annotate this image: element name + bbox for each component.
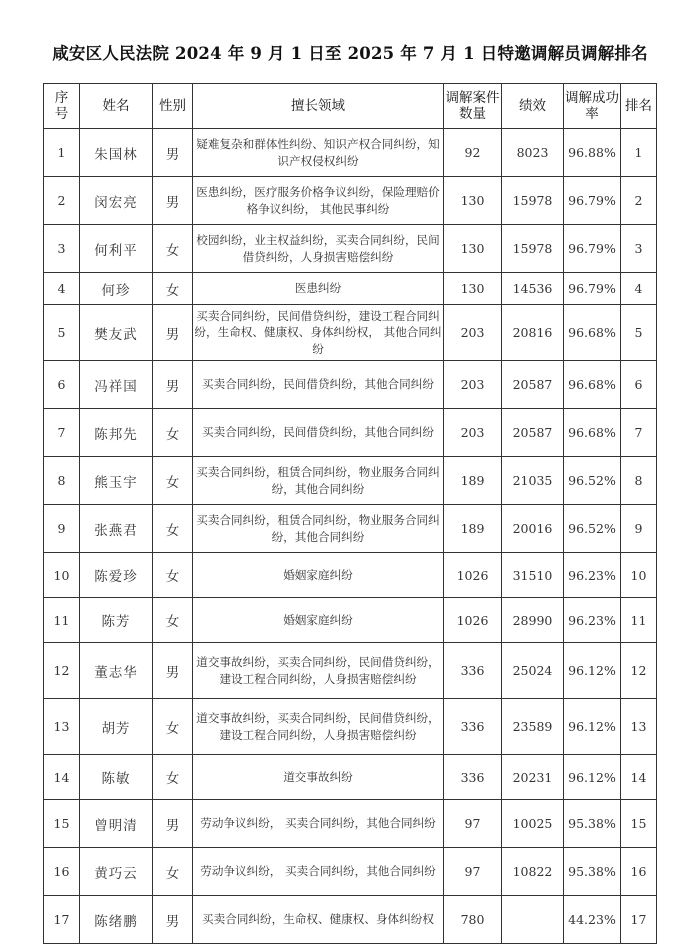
cell-cases: 1026 <box>444 553 502 598</box>
cell-score: 23589 <box>502 699 564 755</box>
cell-expertise: 医患纠纷 <box>193 273 444 305</box>
page-title: 咸安区人民法院 2024 年 9 月 1 日至 2025 年 7 月 1 日特邀调解员调解排名 <box>52 44 648 63</box>
cell-rank: 10 <box>621 553 657 598</box>
cell-score: 14536 <box>502 273 564 305</box>
cell-cases: 189 <box>444 457 502 505</box>
cell-gender: 女 <box>153 273 193 305</box>
table-row <box>44 409 657 457</box>
cell-cases: 97 <box>444 848 502 896</box>
header-success-rate <box>564 84 621 129</box>
cell-rank: 4 <box>621 273 657 305</box>
cell-gender: 女 <box>153 409 193 457</box>
cell-name: 陈绪鹏 <box>80 896 153 944</box>
cell-expertise: 道交事故纠纷，买卖合同纠纷，民间借贷纠纷，建设工程合同纠纷，人身损害赔偿纠纷 <box>193 643 444 699</box>
cell-gender: 男 <box>153 177 193 225</box>
cell-seq: 1 <box>44 129 80 177</box>
cell-gender: 女 <box>153 848 193 896</box>
cell-name: 黄巧云 <box>80 848 153 896</box>
cell-seq: 15 <box>44 800 80 848</box>
cell-cases: 780 <box>444 896 502 944</box>
cell-rank: 11 <box>621 598 657 643</box>
cell-rank: 5 <box>621 305 657 361</box>
cell-cases: 130 <box>444 225 502 273</box>
cell-cases: 189 <box>444 505 502 553</box>
cell-expertise: 买卖合同纠纷，民间借贷纠纷，其他合同纠纷 <box>193 409 444 457</box>
cell-score: 20587 <box>502 409 564 457</box>
header-expertise: 擅长领域 <box>193 84 444 129</box>
cell-cases: 203 <box>444 305 502 361</box>
cell-gender: 男 <box>153 800 193 848</box>
cell-expertise: 买卖合同纠纷，生命权、健康权、身体纠纷权 <box>193 896 444 944</box>
cell-name: 曾明清 <box>80 800 153 848</box>
cell-seq: 6 <box>44 361 80 409</box>
cell-gender: 女 <box>153 457 193 505</box>
cell-gender: 女 <box>153 598 193 643</box>
cell-success-rate: 96.79% <box>564 273 621 305</box>
table-row <box>44 305 657 361</box>
table-row <box>44 457 657 505</box>
cell-cases: 130 <box>444 177 502 225</box>
cell-name: 冯祥国 <box>80 361 153 409</box>
cell-score: 20587 <box>502 361 564 409</box>
cell-rank: 16 <box>621 848 657 896</box>
cell-rank: 8 <box>621 457 657 505</box>
cell-success-rate: 44.23% <box>564 896 621 944</box>
cell-expertise: 买卖合同纠纷，民间借贷纠纷，建设工程合同纠纷，生命权、健康权、身体纠纷权， 其他合同纠纷 <box>193 305 444 361</box>
cell-seq: 13 <box>44 699 80 755</box>
cell-cases: 1026 <box>444 598 502 643</box>
cell-success-rate: 96.12% <box>564 755 621 800</box>
cell-rank: 13 <box>621 699 657 755</box>
cell-score: 21035 <box>502 457 564 505</box>
cell-rank: 17 <box>621 896 657 944</box>
cell-expertise: 校园纠纷，业主权益纠纷，买卖合同纠纷，民间借贷纠纷，人身损害赔偿纠纷 <box>193 225 444 273</box>
cell-seq: 10 <box>44 553 80 598</box>
cell-score: 10025 <box>502 800 564 848</box>
table-row <box>44 505 657 553</box>
header-gender: 性别 <box>153 84 193 129</box>
header-seq-label: 序号 <box>54 90 69 122</box>
cell-name: 胡芳 <box>80 699 153 755</box>
table-row <box>44 177 657 225</box>
cell-rank: 2 <box>621 177 657 225</box>
cell-rank: 15 <box>621 800 657 848</box>
cell-name: 陈爱珍 <box>80 553 153 598</box>
cell-rank: 14 <box>621 755 657 800</box>
table-row <box>44 598 657 643</box>
cell-cases: 336 <box>444 699 502 755</box>
cell-success-rate: 96.12% <box>564 699 621 755</box>
cell-rank: 9 <box>621 505 657 553</box>
cell-name: 熊玉宇 <box>80 457 153 505</box>
cell-success-rate: 96.23% <box>564 553 621 598</box>
cell-score: 25024 <box>502 643 564 699</box>
cell-name: 樊友武 <box>80 305 153 361</box>
cell-success-rate: 96.23% <box>564 598 621 643</box>
cell-name: 陈敏 <box>80 755 153 800</box>
cell-rank: 6 <box>621 361 657 409</box>
table-row <box>44 553 657 598</box>
cell-gender: 女 <box>153 699 193 755</box>
cell-success-rate: 96.68% <box>564 409 621 457</box>
cell-success-rate: 96.88% <box>564 129 621 177</box>
cell-gender: 女 <box>153 755 193 800</box>
cell-gender: 女 <box>153 553 193 598</box>
cell-name: 陈芳 <box>80 598 153 643</box>
table-row <box>44 896 657 944</box>
cell-score: 15978 <box>502 225 564 273</box>
cell-gender: 男 <box>153 361 193 409</box>
table-row <box>44 273 657 305</box>
header-rank: 排名 <box>621 84 657 129</box>
cell-seq: 2 <box>44 177 80 225</box>
cell-success-rate: 96.68% <box>564 361 621 409</box>
cell-score: 20231 <box>502 755 564 800</box>
header-cases-label: 调解案件数量 <box>445 90 500 122</box>
table-row <box>44 225 657 273</box>
cell-gender: 女 <box>153 505 193 553</box>
cell-score: 10822 <box>502 848 564 896</box>
cell-name: 闵宏亮 <box>80 177 153 225</box>
cell-success-rate: 96.52% <box>564 457 621 505</box>
cell-seq: 7 <box>44 409 80 457</box>
table-row <box>44 755 657 800</box>
cell-cases: 203 <box>444 361 502 409</box>
cell-expertise: 疑难复杂和群体性纠纷、知识产权合同纠纷，知识产权侵权纠纷 <box>193 129 444 177</box>
header-cases <box>444 84 502 129</box>
cell-success-rate: 95.38% <box>564 800 621 848</box>
cell-success-rate: 96.68% <box>564 305 621 361</box>
cell-seq: 3 <box>44 225 80 273</box>
cell-score: 28990 <box>502 598 564 643</box>
header-name: 姓名 <box>80 84 153 129</box>
cell-expertise: 劳动争议纠纷， 买卖合同纠纷，其他合同纠纷 <box>193 848 444 896</box>
cell-expertise: 买卖合同纠纷，民间借贷纠纷，其他合同纠纷 <box>193 361 444 409</box>
table-row <box>44 361 657 409</box>
cell-gender: 女 <box>153 225 193 273</box>
cell-rank: 3 <box>621 225 657 273</box>
header-seq <box>44 84 80 129</box>
cell-expertise: 医患纠纷，医疗服务价格争议纠纷，保险理赔价格争议纠纷， 其他民事纠纷 <box>193 177 444 225</box>
header-score: 绩效 <box>502 84 564 129</box>
cell-success-rate: 95.38% <box>564 848 621 896</box>
cell-gender: 男 <box>153 129 193 177</box>
cell-name: 何利平 <box>80 225 153 273</box>
cell-expertise: 买卖合同纠纷，租赁合同纠纷，物业服务合同纠纷，其他合同纠纷 <box>193 457 444 505</box>
cell-expertise: 婚姻家庭纠纷 <box>193 598 444 643</box>
cell-name: 董志华 <box>80 643 153 699</box>
cell-score: 8023 <box>502 129 564 177</box>
cell-expertise: 道交事故纠纷 <box>193 755 444 800</box>
cell-cases: 336 <box>444 755 502 800</box>
mediator-ranking-table <box>43 83 657 944</box>
cell-gender: 男 <box>153 305 193 361</box>
cell-name: 朱国林 <box>80 129 153 177</box>
cell-expertise: 道交事故纠纷，买卖合同纠纷，民间借贷纠纷，建设工程合同纠纷，人身损害赔偿纠纷 <box>193 699 444 755</box>
cell-expertise: 婚姻家庭纠纷 <box>193 553 444 598</box>
table-row <box>44 848 657 896</box>
cell-score: 31510 <box>502 553 564 598</box>
cell-name: 张燕君 <box>80 505 153 553</box>
cell-seq: 4 <box>44 273 80 305</box>
cell-score: 20016 <box>502 505 564 553</box>
cell-score <box>502 896 564 944</box>
cell-seq: 14 <box>44 755 80 800</box>
cell-success-rate: 96.79% <box>564 177 621 225</box>
cell-gender: 男 <box>153 896 193 944</box>
table-row <box>44 643 657 699</box>
table-row <box>44 800 657 848</box>
table-body <box>44 129 657 944</box>
cell-rank: 12 <box>621 643 657 699</box>
cell-seq: 9 <box>44 505 80 553</box>
header-success-rate-label: 调解成功率 <box>565 90 619 122</box>
cell-seq: 11 <box>44 598 80 643</box>
cell-seq: 5 <box>44 305 80 361</box>
cell-gender: 男 <box>153 643 193 699</box>
cell-success-rate: 96.52% <box>564 505 621 553</box>
cell-name: 陈邦先 <box>80 409 153 457</box>
table-row <box>44 699 657 755</box>
table-row <box>44 129 657 177</box>
cell-success-rate: 96.79% <box>564 225 621 273</box>
cell-rank: 1 <box>621 129 657 177</box>
cell-rank: 7 <box>621 409 657 457</box>
cell-seq: 17 <box>44 896 80 944</box>
cell-cases: 130 <box>444 273 502 305</box>
cell-name: 何珍 <box>80 273 153 305</box>
cell-seq: 8 <box>44 457 80 505</box>
cell-cases: 336 <box>444 643 502 699</box>
cell-cases: 97 <box>444 800 502 848</box>
cell-expertise: 买卖合同纠纷，租赁合同纠纷，物业服务合同纠纷，其他合同纠纷 <box>193 505 444 553</box>
cell-seq: 12 <box>44 643 80 699</box>
cell-seq: 16 <box>44 848 80 896</box>
cell-cases: 203 <box>444 409 502 457</box>
cell-score: 15978 <box>502 177 564 225</box>
cell-success-rate: 96.12% <box>564 643 621 699</box>
cell-score: 20816 <box>502 305 564 361</box>
table-header-row <box>44 84 657 129</box>
cell-cases: 92 <box>444 129 502 177</box>
cell-expertise: 劳动争议纠纷， 买卖合同纠纷，其他合同纠纷 <box>193 800 444 848</box>
